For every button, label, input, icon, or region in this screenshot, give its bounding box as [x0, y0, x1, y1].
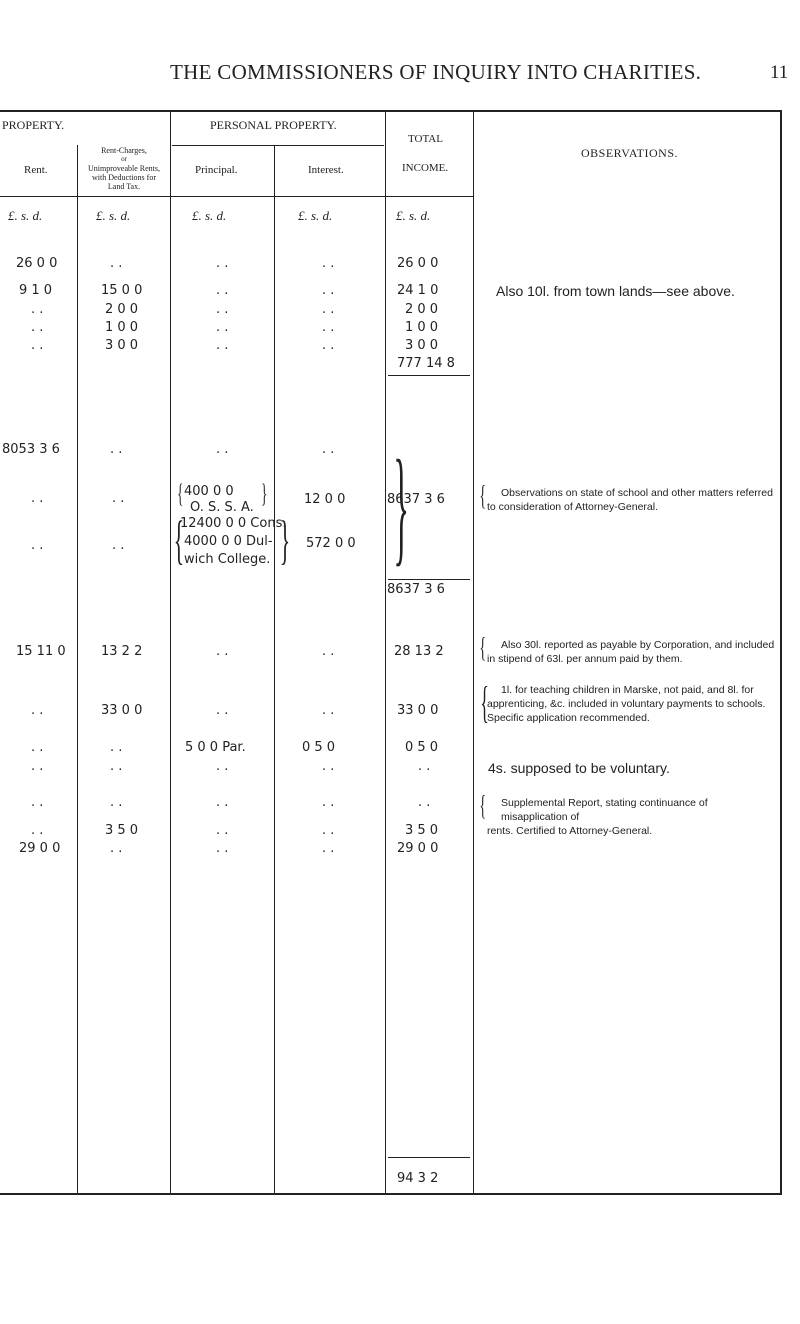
cell-rent: . .	[31, 491, 44, 506]
cell-rent-charges: . .	[110, 740, 123, 755]
header-principal: Principal.	[195, 164, 238, 176]
cell-principal: . .	[216, 302, 229, 317]
running-title: THE COMMISSIONERS OF INQUIRY INTO CHARITIES.	[170, 60, 702, 84]
cell-rent-charges: 3 5 0	[105, 823, 139, 838]
cell-total: 2 0 0	[405, 302, 439, 317]
cell-principal-a: 12400 0 0 Cons.	[180, 516, 287, 531]
header-property: PROPERTY.	[2, 118, 65, 132]
cell-principal: . .	[216, 338, 229, 353]
cell-total: 1 0 0	[405, 320, 439, 335]
cell-principal: . .	[216, 759, 229, 774]
subtotal: 8637 3 6	[387, 582, 445, 597]
cell-rent-charges: 2 0 0	[105, 302, 139, 317]
cell-principal-b: O. S. S. A.	[190, 500, 254, 515]
unit-total: £. s. d.	[396, 208, 431, 223]
cell-principal: . .	[216, 442, 229, 457]
cell-principal: . .	[216, 644, 229, 659]
cell-total: 3 0 0	[405, 338, 439, 353]
cell-principal: . .	[216, 823, 229, 838]
cell-principal-b: 4000 0 0 Dul-	[184, 534, 273, 549]
cell-rent: . .	[31, 338, 44, 353]
cell-rent: . .	[31, 320, 44, 335]
cell-interest: . .	[322, 841, 335, 856]
unit-rent: £. s. d.	[8, 208, 43, 223]
cell-interest: . .	[322, 823, 335, 838]
subtotal: 777 14 8	[397, 356, 455, 371]
header-personal-property: PERSONAL PROPERTY.	[210, 118, 337, 132]
cell-interest: . .	[322, 302, 335, 317]
cell-rent-charges: . .	[110, 759, 123, 774]
cell-observation: Also 10l. from town lands—see above.	[496, 283, 735, 299]
cell-rent: 26 0 0	[16, 256, 58, 271]
cell-total: 3 5 0	[405, 823, 439, 838]
cell-interest: . .	[322, 256, 335, 271]
header-rent: Rent.	[24, 164, 48, 176]
header-interest: Interest.	[308, 164, 344, 176]
cell-principal: . .	[216, 795, 229, 810]
cell-interest: . .	[322, 283, 335, 298]
cell-total: . .	[418, 795, 431, 810]
header-income: INCOME.	[402, 162, 449, 174]
bracket-obs: {	[479, 791, 487, 822]
cell-interest: . .	[322, 320, 335, 335]
bracket-total: }	[393, 434, 410, 578]
cell-principal: . .	[216, 320, 229, 335]
cell-principal-a: 400 0 0	[184, 484, 234, 499]
cell-rent-charges: . .	[110, 841, 123, 856]
cell-rent-charges: 15 0 0	[101, 283, 143, 298]
bracket-principal-b: {	[173, 510, 185, 570]
cell-total: . .	[418, 759, 431, 774]
bracket-obs: {	[479, 481, 487, 512]
cell-total: 28 13 2	[394, 644, 444, 659]
cell-total: 33 0 0	[397, 703, 439, 718]
cell-rent-charges: . .	[110, 795, 123, 810]
bracket-interest: }	[279, 510, 291, 570]
bracket-obs: {	[480, 678, 489, 727]
cell-principal: . .	[216, 841, 229, 856]
cell-interest: . .	[322, 338, 335, 353]
cell-rent-charges: 33 0 0	[101, 703, 143, 718]
header-total: TOTAL	[408, 133, 443, 145]
cell-rent: . .	[31, 740, 44, 755]
unit-rent-charges: £. s. d.	[96, 208, 131, 223]
cell-interest: . .	[322, 703, 335, 718]
cell-rent: . .	[31, 302, 44, 317]
cell-principal: . .	[216, 283, 229, 298]
cell-rent: . .	[31, 759, 44, 774]
cell-rent: 29 0 0	[19, 841, 61, 856]
cell-rent-charges: . .	[110, 442, 123, 457]
cell-rent-charges: . .	[112, 538, 125, 553]
cell-total: 0 5 0	[405, 740, 439, 755]
cell-rent: 8053 3 6	[2, 442, 60, 457]
page-number: 11	[770, 62, 789, 83]
cell-rent-charges: . .	[110, 256, 123, 271]
cell-total: 8637 3 6	[387, 492, 445, 507]
cell-interest: . .	[322, 759, 335, 774]
cell-rent: . .	[31, 538, 44, 553]
cell-principal: . .	[216, 256, 229, 271]
cell-interest: . .	[322, 795, 335, 810]
header-rent-charges: Rent-Charges, or Unimproveable Rents, with Deductions for Land Tax.	[88, 146, 160, 191]
cell-rent-charges: . .	[112, 491, 125, 506]
cell-interest: . .	[322, 644, 335, 659]
unit-principal: £. s. d.	[192, 208, 227, 223]
unit-interest: £. s. d.	[298, 208, 333, 223]
cell-observation: Supplemental Report, stating continuance of misapplication of rents. Certified to Attorney-General.	[487, 797, 708, 837]
header-observations: OBSERVATIONS.	[581, 146, 679, 160]
subtotal: 94 3 2	[397, 1171, 439, 1186]
cell-principal-c: wich College.	[184, 552, 271, 567]
bracket-principal-a: {	[177, 479, 184, 508]
cell-principal: . .	[216, 703, 229, 718]
cell-rent-charges: 1 0 0	[105, 320, 139, 335]
bracket-principal-a-close: }	[261, 479, 268, 508]
cell-rent: . .	[31, 703, 44, 718]
cell-rent: . .	[31, 823, 44, 838]
cell-total: 26 0 0	[397, 256, 439, 271]
cell-rent: 15 11 0	[16, 644, 66, 659]
cell-principal: 5 0 0 Par.	[185, 740, 246, 755]
bracket-obs: {	[479, 633, 487, 664]
cell-interest: 572 0 0	[306, 536, 356, 551]
cell-rent-charges: 3 0 0	[105, 338, 139, 353]
cell-observation: 4s. supposed to be voluntary.	[488, 760, 670, 776]
cell-interest: 0 5 0	[302, 740, 336, 755]
cell-interest: . .	[322, 442, 335, 457]
cell-rent-charges: 13 2 2	[101, 644, 143, 659]
cell-total: 29 0 0	[397, 841, 439, 856]
cell-interest: 12 0 0	[304, 492, 346, 507]
cell-observation: Observations on state of school and other matters referred to consideration of Attorney-General.	[487, 487, 773, 513]
cell-rent: 9 1 0	[19, 283, 53, 298]
cell-observation: 1l. for teaching children in Marske, not paid, and 8l. for apprenticing, &c. included in voluntary payments to schools. Specific application recommended.	[487, 684, 766, 724]
cell-rent: . .	[31, 795, 44, 810]
cell-observation: Also 30l. reported as payable by Corporation, and included in stipend of 63l. per annum paid by them.	[487, 639, 775, 665]
cell-total: 24 1 0	[397, 283, 439, 298]
